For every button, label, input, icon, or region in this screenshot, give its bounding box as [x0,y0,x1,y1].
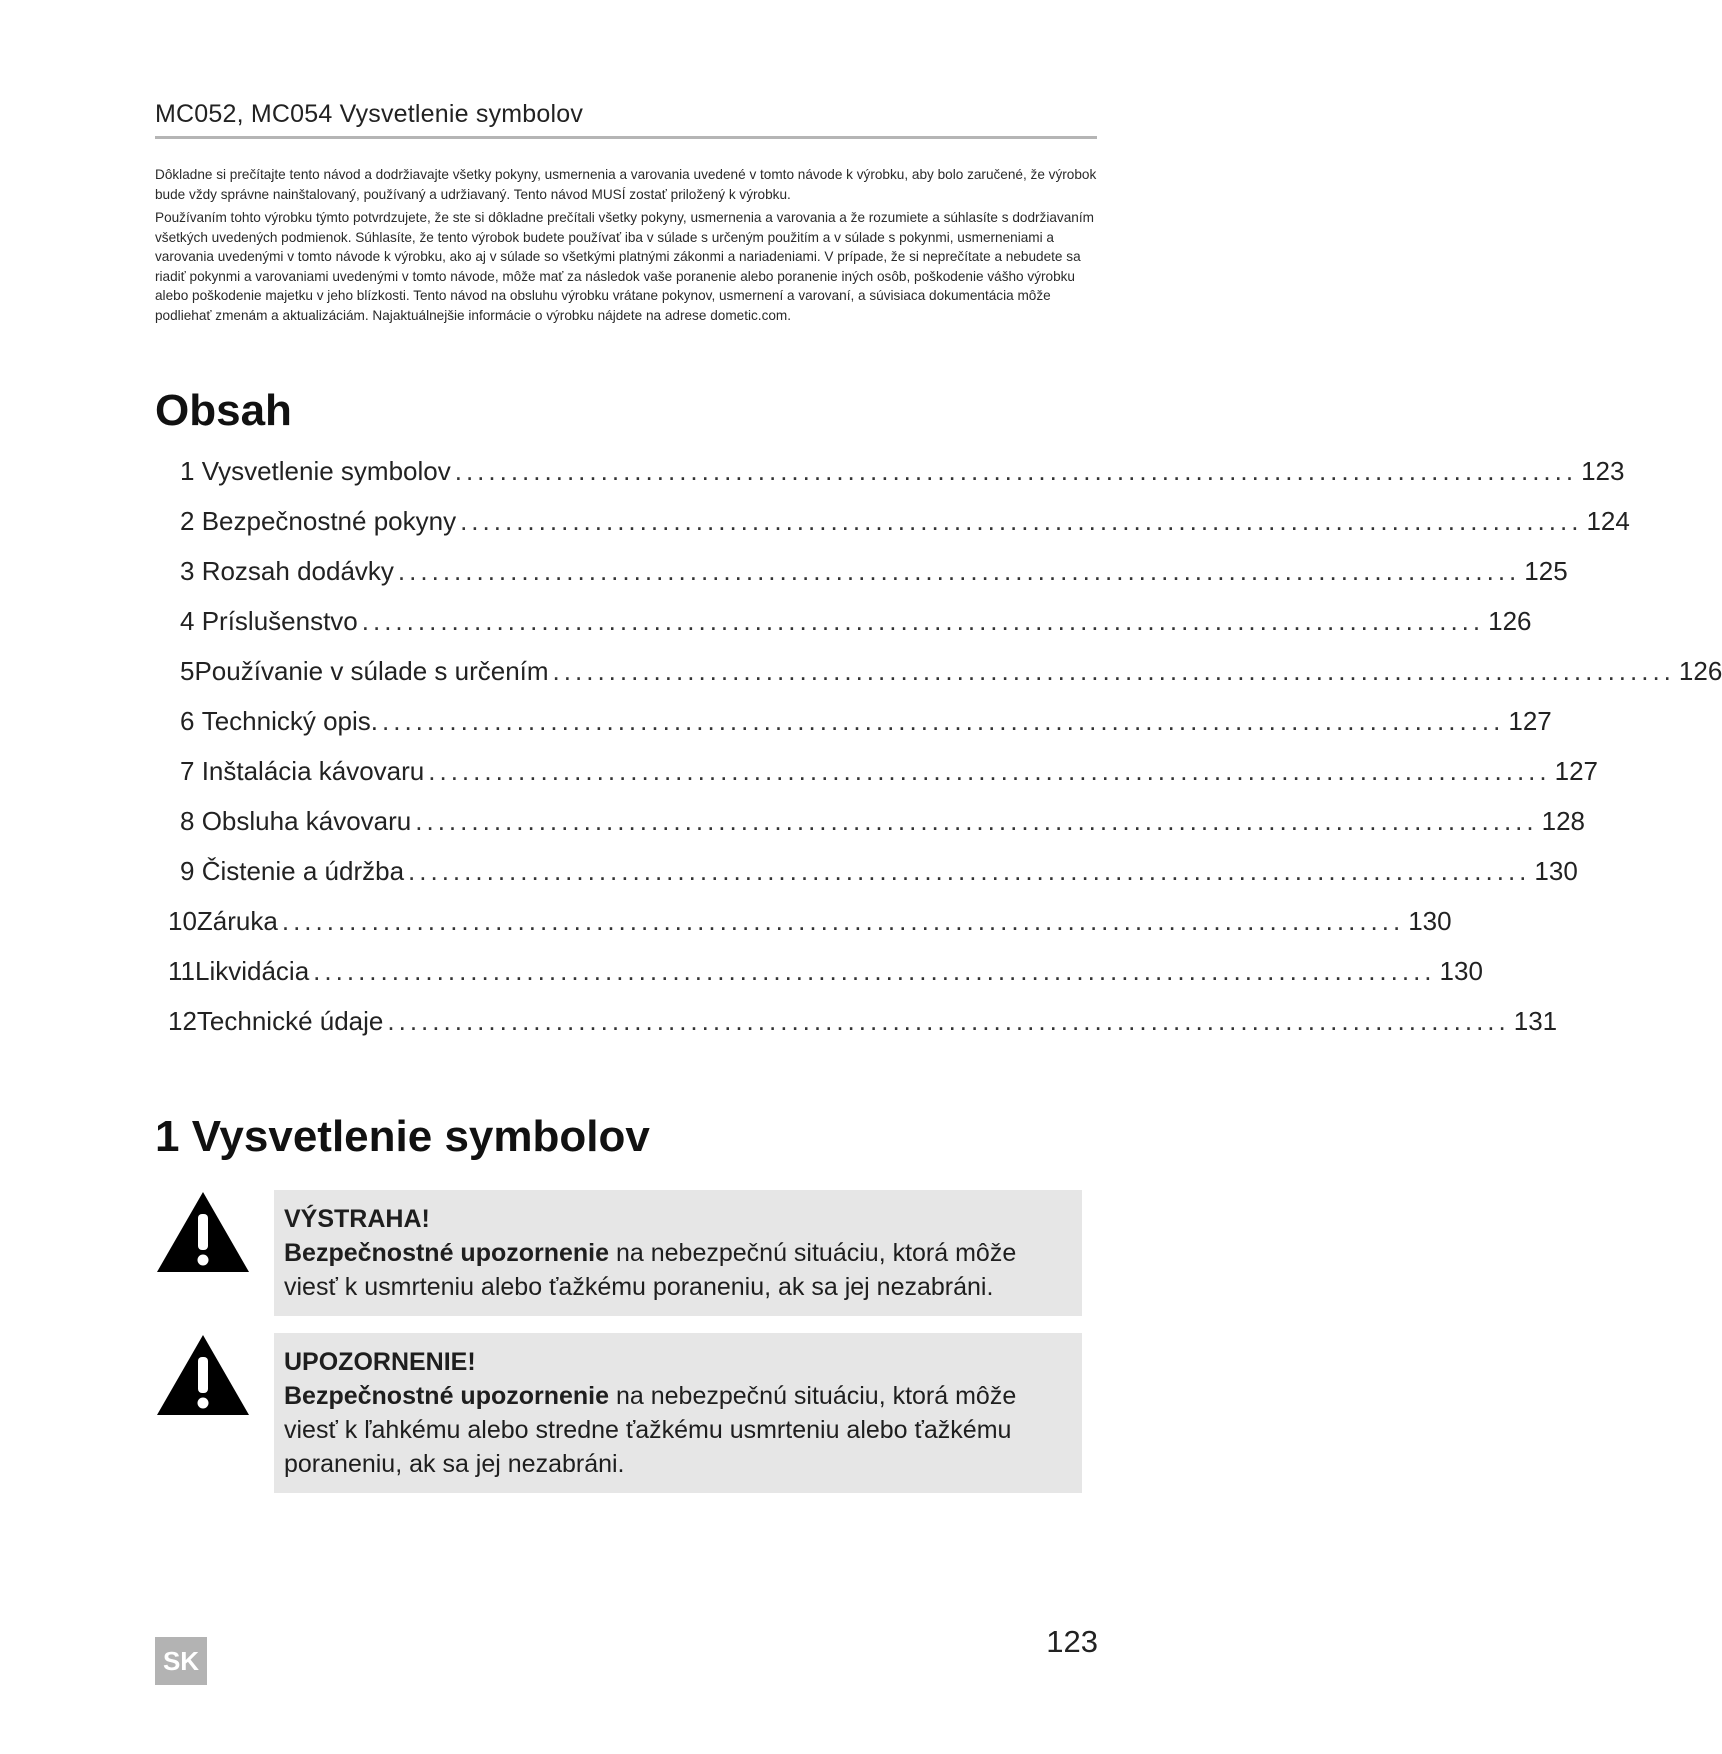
toc-entry-label: Záruka [196,906,278,936]
toc-entry-label: Príslušenstvo [201,606,358,636]
toc-leader-dots: .................................................................................................... [454,456,1578,486]
toc-leader-dots: .................................................................................................... [460,506,1583,536]
toc-entry-number: 11 [168,956,195,986]
toc-leader-dots: .................................................................................................... [281,906,1405,936]
toc-entry[interactable] [180,506,1630,540]
toc-leader-dots: .................................................................................................... [408,856,1531,886]
section-heading: 1 Vysvetlenie symbolov [155,1112,650,1161]
toc-entry-number: 12 [168,1006,197,1036]
toc-leader-dots: .................................................................................................... [415,806,1538,836]
toc-entry-label: Používanie v súlade s určením [194,656,549,686]
toc-entry-number: 9 [180,856,202,886]
caution-box [274,1333,1082,1493]
toc-entry-label: Technické údaje [196,1006,384,1036]
toc-entry-page: 131 [1513,1006,1558,1036]
toc-entry-number: 5 [180,656,195,686]
page-number: 123 [1046,1624,1098,1659]
caution-triangle-icon [155,1333,251,1417]
toc-entry[interactable] [180,856,1578,890]
warning-title: VÝSTRAHA! [284,1205,430,1233]
toc-entry[interactable] [180,756,1599,790]
toc-entry[interactable] [180,456,1625,490]
toc-entry-number: 7 [180,756,202,786]
toc-entry-number: 8 [180,806,202,836]
caution-bold-label: Bezpečnostné upozornenie [284,1382,610,1410]
toc-entry-label: Likvidácia [195,956,310,986]
toc-entry-label: Technický opis. [201,706,378,736]
toc-leader-dots: .................................................................................................... [313,956,1436,986]
toc-entry-page: 127 [1508,706,1552,736]
toc-entry-number: 6 [180,706,202,736]
toc-entry-page: 127 [1554,756,1599,786]
language-badge: SK [155,1637,207,1685]
toc-entry-number: 3 [180,556,202,586]
toc-entry[interactable] [180,556,1568,590]
toc-entry-page: 123 [1581,456,1625,486]
warning-text: na nebezpečnú situáciu, ktorá môže viesť k usmrteniu alebo ťažkému poraneniu, ak sa jej nezabráni. [284,1239,1017,1301]
toc-leader-dots: .................................................................................................... [361,606,1485,636]
toc-entry-page: 130 [1408,906,1452,936]
toc-leader-dots: .................................................................................................... [397,556,1521,586]
toc-entry[interactable] [180,706,1552,740]
intro-paragraph-2: Používaním tohto výrobku týmto potvrdzujete, že ste si dôkladne prečítali všetky pokyny, usmernenia a varovania a že rozumiete a súhlasíte s dodržiavaním všetkých uvedených podmienok. Súhlasíte, že tento výrobok budete používať iba v súlade s určeným použitím a v súlade s pokynmi, usmerneniami a varovania uvedenými v tomto návode k výrobku, ako aj v súlade so všetkými platnými zákonmi a nariadeniami. V prípade, že si neprečítate a nebudete sa riadiť pokynmi a varovaniami uvedenými v tomto návode, môže mať za následok vaše poranenie alebo poranenie iných osôb, poškodenie vášho výrobku alebo poškodenie majetku v jeho blízkosti. Tento návod na obsluhu výrobku vrátane pokynov, usmernení a varovaní, a súvisiaca dokumentácia môže podliehať zmenám a aktualizáciám. Najaktuálnejšie informácie o výrobku nájdete na adrese dometic.com. [155,210,1094,323]
toc-leader-dots: .................................................................................................... [387,1006,1510,1036]
caution-title: UPOZORNENIE! [284,1348,476,1376]
toc-leader-dots: .................................................................................................... [428,756,1551,786]
toc-entry[interactable] [168,1006,1558,1040]
toc-leader-dots: .................................................................................................... [552,656,1675,686]
toc-entry[interactable] [180,606,1532,640]
toc-entry[interactable] [180,806,1586,840]
toc-entry-label: Čistenie a údržba [201,856,405,886]
warning-bold-label: Bezpečnostné upozornenie [284,1239,610,1267]
intro-paragraph-1: Dôkladne si prečítajte tento návod a dodržiavajte všetky pokyny, usmernenia a varovania uvedené v tomto návode k výrobku, aby bolo zaručené, že výrobok bude vždy správne nainštalovaný, používaný a udržiavaný. Tento návod MUSÍ zostať priložený k výrobku. [155,167,1097,202]
toc-entry[interactable] [168,956,1483,990]
warning-box [274,1190,1082,1316]
toc-entry-page: 125 [1524,556,1568,586]
page-header-title: MC052, MC054 Vysvetlenie symbolov [155,100,584,128]
toc-entry[interactable] [168,906,1452,940]
toc-entry-page: 126 [1488,606,1532,636]
toc-entry-number: 4 [180,606,202,636]
toc-entry[interactable] [180,656,1722,690]
toc-entry-page: 130 [1534,856,1578,886]
toc-entry-label: Inštalácia kávovaru [201,756,425,786]
toc-entry-number: 1 [180,456,202,486]
warning-triangle-icon [155,1190,251,1274]
toc-entry-label: Vysvetlenie symbolov [201,456,451,486]
caution-text: na nebezpečnú situáciu, ktorá môže viesť k ľahkému alebo stredne ťažkému usmrteniu alebo ťažkému poraneniu, ak sa jej nezabráni. [284,1382,1017,1478]
toc-leader-dots: .................................................................................................... [382,706,1505,736]
toc-entry-page: 126 [1678,656,1722,686]
toc-entry-label: Rozsah dodávky [201,556,394,586]
toc-entry-label: Bezpečnostné pokyny [201,506,457,536]
toc-entry-label: Obsluha kávovaru [201,806,412,836]
toc-entry-page: 130 [1439,956,1483,986]
toc-entry-page: 124 [1586,506,1630,536]
toc-heading: Obsah [155,386,292,435]
toc-entry-number: 10 [168,906,197,936]
toc-entry-page: 128 [1541,806,1586,836]
toc-entry-number: 2 [180,506,202,536]
